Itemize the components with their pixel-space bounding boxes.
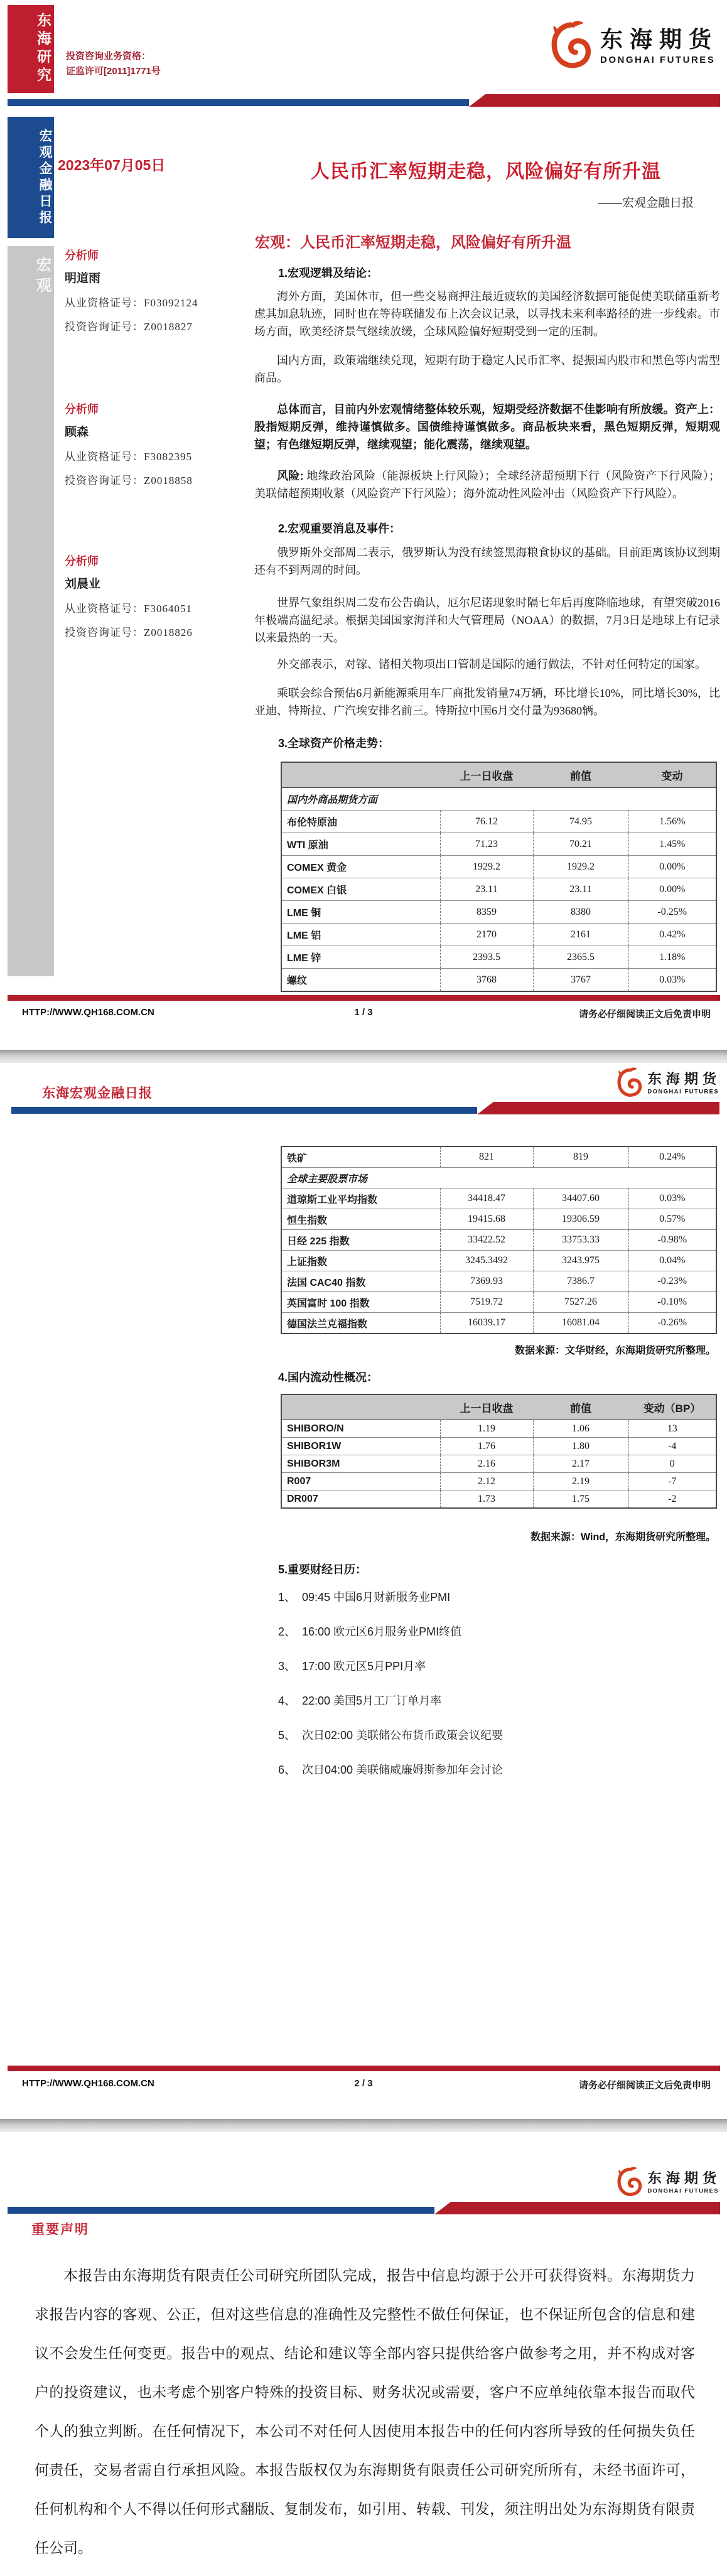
logo-cn: 东海期货 bbox=[647, 2170, 721, 2186]
row-value: -0.25% bbox=[628, 901, 716, 924]
row-value: 3245.3492 bbox=[440, 1251, 533, 1271]
report-page-1 bbox=[0, 0, 727, 1050]
row-value: 2161 bbox=[533, 924, 628, 946]
row-label: 布伦特原油 bbox=[281, 811, 440, 833]
table-header-row bbox=[281, 1394, 716, 1420]
disclaimer-text: 本报告由东海期货有限责任公司研究所团队完成，报告中信息均源于公开可获得资料。东海期货力求报告内容的客观、公正，但对这些信息的准确性及完整性不做任何保证，也不保证所包含的信息和建议不会发生任何变更。报告中的观点、结论和建议等全部内容只提供给客户做参考之用，并不构成对客户的投资建议，也未考虑个别客户特殊的投资目标、财务状况或需要，客户不应单纯依靠本报告而取代个人的独立判断。在任何情况下，本公司不对任何人因使用本报告中的任何内容所导致的任何损失负任何责任，交易者需自行承担风险。本报告版权仅为东海期货有限责任公司研究所所有，未经书面许可，任何机构和个人不得以任何形式翻版、复制发布，如引用、转载、刊发，须注明出处为东海期货有限责任公司。 bbox=[35, 2268, 695, 2556]
analyst-block-2 bbox=[65, 401, 253, 487]
row-value: 0.42% bbox=[628, 924, 716, 946]
qualification-text bbox=[66, 49, 161, 79]
table-row bbox=[281, 924, 716, 946]
row-label: 螺纹 bbox=[281, 969, 440, 992]
row-label: 道琼斯工业平均指数 bbox=[281, 1188, 440, 1209]
table-row bbox=[281, 1251, 716, 1271]
row-value: 8359 bbox=[440, 901, 533, 924]
analyst-advisory-number: 投资咨询证号：Z0018827 bbox=[65, 321, 193, 333]
footer-bar bbox=[8, 2066, 720, 2071]
asset-price-table-continued bbox=[281, 1146, 717, 1334]
row-value: -2 bbox=[628, 1490, 716, 1509]
row-value: 2.17 bbox=[533, 1455, 628, 1473]
header-bar-red bbox=[434, 2202, 720, 2214]
footer-disclaimer-notice: 请务必仔细阅读正文后免责申明 bbox=[578, 1009, 711, 1020]
table-row bbox=[281, 969, 716, 992]
section-4-heading: 4.国内流动性概况： bbox=[278, 1371, 379, 1384]
row-value: -0.26% bbox=[628, 1313, 716, 1334]
row-value: 2365.5 bbox=[533, 946, 628, 969]
table-group-label: 国内外商品期货方面 bbox=[281, 788, 716, 811]
page2-header-title: 东海宏观金融日报 bbox=[42, 1086, 153, 1101]
section-2-heading: 2.宏观重要消息及事件： bbox=[278, 522, 401, 535]
risk-label: 风险: bbox=[277, 470, 304, 482]
row-label: LME 锌 bbox=[281, 946, 440, 969]
row-value: 0.57% bbox=[628, 1209, 716, 1230]
page-number: 2 / 3 bbox=[354, 2078, 373, 2089]
row-value: -0.23% bbox=[628, 1271, 716, 1292]
column-header-prior: 前值 bbox=[533, 1394, 628, 1420]
row-value: 0.00% bbox=[628, 878, 716, 901]
table-row bbox=[281, 1313, 716, 1334]
row-value: 1.75 bbox=[533, 1490, 628, 1509]
logo-cn: 东海期货 bbox=[600, 26, 718, 52]
row-value: 1.45% bbox=[628, 833, 716, 856]
sidebar-tab-macro: 宏观 bbox=[8, 246, 54, 976]
analyst-advisory-number: 投资咨询证号：Z0018858 bbox=[65, 475, 193, 487]
table-row bbox=[281, 946, 716, 969]
row-value: 1.80 bbox=[533, 1438, 628, 1455]
row-value: 33422.52 bbox=[440, 1230, 533, 1251]
row-value: 16081.04 bbox=[533, 1313, 628, 1334]
dragon-icon bbox=[614, 2165, 644, 2200]
row-value: 2.16 bbox=[440, 1455, 533, 1473]
row-value: 0.03% bbox=[628, 1188, 716, 1209]
row-value: 76.12 bbox=[440, 811, 533, 833]
paragraph-export-control: 外交部表示，对镓、锗相关物项出口管制是国际的通行做法，不针对任何特定的国家。 bbox=[277, 658, 706, 671]
row-value: 0.00% bbox=[628, 856, 716, 878]
row-label: 铁矿 bbox=[281, 1146, 440, 1168]
analyst-advisory-number: 投资咨询证号：Z0018826 bbox=[65, 627, 193, 639]
logo-text bbox=[647, 1071, 721, 1095]
section-1-heading: 1.宏观逻辑及结论： bbox=[278, 267, 379, 279]
row-value: 2170 bbox=[440, 924, 533, 946]
row-value: 34407.60 bbox=[533, 1188, 628, 1209]
analyst-cert-number: 从业资格证号：F03092124 bbox=[65, 297, 198, 309]
table-row bbox=[281, 833, 716, 856]
analyst-role-label: 分析师 bbox=[65, 249, 99, 262]
row-value: 33753.33 bbox=[533, 1230, 628, 1251]
table-row bbox=[281, 1490, 716, 1509]
economic-calendar-list bbox=[278, 1588, 718, 1796]
report-date: 2023年07月05日 bbox=[58, 157, 166, 173]
footer-disclaimer-notice: 请务必仔细阅读正文后免责申明 bbox=[578, 2080, 711, 2091]
donghai-futures-logo bbox=[614, 1065, 721, 1101]
row-label: 法国 CAC40 指数 bbox=[281, 1271, 440, 1292]
footer-url[interactable]: HTTP://WWW.QH168.COM.CN bbox=[22, 2078, 154, 2089]
row-value: 821 bbox=[440, 1146, 533, 1168]
report-title: 人民币汇率短期走稳，风险偏好有所升温 bbox=[311, 161, 661, 182]
logo-en: DONGHAI FUTURES bbox=[600, 54, 716, 65]
row-value: -0.98% bbox=[628, 1230, 716, 1251]
section-5-heading: 5.重要财经日历： bbox=[278, 1563, 367, 1576]
analyst-name: 明道雨 bbox=[65, 272, 101, 285]
liquidity-table bbox=[281, 1394, 717, 1509]
analyst-role-label: 分析师 bbox=[65, 403, 99, 416]
row-value: 0.04% bbox=[628, 1251, 716, 1271]
table-row bbox=[281, 1168, 716, 1188]
row-label: R007 bbox=[281, 1473, 440, 1490]
row-value: 1.19 bbox=[440, 1420, 533, 1438]
table-group-label: 全球主要股票市场 bbox=[281, 1168, 716, 1188]
analyst-name: 顾森 bbox=[65, 426, 89, 439]
analyst-cert-number: 从业资格证号：F3064051 bbox=[65, 603, 192, 615]
paragraph-nev-sales: 乘联会综合预估6月新能源乘用车厂商批发销量74万辆，环比增长10%，同比增长30%，比亚迪、特斯拉、广汽埃安排名前三。特斯拉中国6月交付量为93680辆。 bbox=[254, 687, 720, 717]
analyst-role-label: 分析师 bbox=[65, 555, 99, 568]
footer-bar bbox=[8, 995, 720, 1001]
row-value: 8380 bbox=[533, 901, 628, 924]
row-value: 23.11 bbox=[440, 878, 533, 901]
table-row bbox=[281, 1473, 716, 1490]
analyst-block-3 bbox=[65, 552, 253, 639]
analyst-block-1 bbox=[65, 247, 253, 333]
row-value: 3768 bbox=[440, 969, 533, 992]
row-value: 1929.2 bbox=[533, 856, 628, 878]
row-label: LME 铜 bbox=[281, 901, 440, 924]
row-value: 23.11 bbox=[533, 878, 628, 901]
row-value: 819 bbox=[533, 1146, 628, 1168]
paragraph-summary: 总体而言，目前内外宏观情绪整体较乐观，短期受经济数据不佳影响有所放缓。资产上：股指短期反弹，维持谨慎做多。国债维持谨慎做多。商品板块来看，黑色短期反弹，短期观望；有色继短期反弹，继续观望；能化震荡，继续观望。 bbox=[254, 403, 720, 451]
row-value: 7386.7 bbox=[533, 1271, 628, 1292]
asset-price-table bbox=[281, 762, 717, 992]
row-value: 1929.2 bbox=[440, 856, 533, 878]
calendar-item: 3、 17:00 欧元区5月PPI月率 bbox=[278, 1660, 426, 1673]
dragon-icon bbox=[614, 1065, 644, 1101]
disclaimer-title: 重要声明 bbox=[31, 2223, 89, 2237]
report-page-3 bbox=[0, 2132, 727, 2576]
report-page-2 bbox=[0, 1063, 727, 2119]
paragraph-overseas: 海外方面，美国休市，但一些交易商押注最近疲软的美国经济数据可能促使美联储重新考虑其加息轨迹，同时也在等待联储发布上次会议记录，以寻找未来利率路径的进一步线索。市场方面，欧美经济景气继续放缓，全球风险偏好短期受到一定的压制。 bbox=[254, 290, 720, 338]
table-row bbox=[281, 901, 716, 924]
row-value: 0.03% bbox=[628, 969, 716, 992]
row-value: 3767 bbox=[533, 969, 628, 992]
page-separator bbox=[0, 1050, 727, 1063]
row-value: -4 bbox=[628, 1438, 716, 1455]
row-label: COMEX 黄金 bbox=[281, 856, 440, 878]
row-value: 74.95 bbox=[533, 811, 628, 833]
logo-text bbox=[647, 2170, 721, 2194]
page-separator bbox=[0, 2119, 727, 2132]
qualification-line-2: 证监许可[2011]1771号 bbox=[66, 66, 161, 77]
table-header-row bbox=[281, 762, 716, 788]
row-value: 7369.93 bbox=[440, 1271, 533, 1292]
logo-en: DONGHAI FUTURES bbox=[647, 2187, 719, 2194]
row-value: 34418.47 bbox=[440, 1188, 533, 1209]
row-value: -0.10% bbox=[628, 1292, 716, 1313]
section-3-heading: 3.全球资产价格走势： bbox=[278, 737, 390, 750]
row-value: 0 bbox=[628, 1455, 716, 1473]
row-value: 19306.59 bbox=[533, 1209, 628, 1230]
column-header-prior: 前值 bbox=[533, 762, 628, 788]
row-value: 2.12 bbox=[440, 1473, 533, 1490]
dragon-icon bbox=[546, 18, 595, 74]
table-row bbox=[281, 1209, 716, 1230]
row-value: 0.24% bbox=[628, 1146, 716, 1168]
macro-section-header: 宏观：人民币汇率短期走稳，风险偏好有所升温 bbox=[255, 234, 571, 251]
risk-text: 地缘政治风险（能源板块上行风险）；全球经济超预期下行（风险资产下行风险）；美联储超预期收紧（风险资产下行风险）；海外流动性风险冲击（风险资产下行风险）。 bbox=[254, 470, 721, 500]
row-value: 16039.17 bbox=[440, 1313, 533, 1334]
logo-cn: 东海期货 bbox=[647, 1070, 721, 1087]
report-subtitle: ——宏观金融日报 bbox=[598, 197, 694, 210]
analyst-name: 刘晨业 bbox=[65, 578, 101, 591]
row-value: 19415.68 bbox=[440, 1209, 533, 1230]
table-row bbox=[281, 1420, 716, 1438]
header-bar-blue bbox=[8, 99, 469, 106]
table-row bbox=[281, 1230, 716, 1251]
row-value: 1.73 bbox=[440, 1490, 533, 1509]
data-source-note: 数据来源：Wind，东海期货研究所整理。 bbox=[530, 1532, 716, 1543]
row-label: 德国法兰克福指数 bbox=[281, 1313, 440, 1334]
header-bar-blue bbox=[8, 2207, 434, 2214]
logo-en: DONGHAI FUTURES bbox=[647, 1088, 719, 1095]
paragraph-domestic: 国内方面，政策端继续兑现，短期有助于稳定人民币汇率、提振国内股市和黑色等内需型商品。 bbox=[254, 354, 720, 384]
row-label: SHIBORO/N bbox=[281, 1420, 440, 1438]
qualification-line-1: 投资咨询业务资格： bbox=[66, 51, 151, 62]
column-header-blank bbox=[281, 762, 440, 788]
footer-url[interactable]: HTTP://WWW.QH168.COM.CN bbox=[22, 1007, 154, 1018]
page-number: 1 / 3 bbox=[354, 1007, 373, 1018]
row-label: DR007 bbox=[281, 1490, 440, 1509]
data-source-note: 数据来源：文华财经，东海期货研究所整理。 bbox=[514, 1345, 716, 1356]
row-value: 7519.72 bbox=[440, 1292, 533, 1313]
analyst-cert-number: 从业资格证号：F3082395 bbox=[65, 451, 192, 463]
row-value: 2.19 bbox=[533, 1473, 628, 1490]
table-row bbox=[281, 811, 716, 833]
column-header-change-bp: 变动（BP） bbox=[628, 1394, 716, 1420]
row-label: 日经 225 指数 bbox=[281, 1230, 440, 1251]
row-value: -7 bbox=[628, 1473, 716, 1490]
column-header-blank bbox=[281, 1394, 440, 1420]
row-value: 1.56% bbox=[628, 811, 716, 833]
table-row bbox=[281, 1271, 716, 1292]
donghai-futures-logo bbox=[614, 2165, 721, 2200]
row-value: 70.21 bbox=[533, 833, 628, 856]
row-value: 1.06 bbox=[533, 1420, 628, 1438]
column-header-change: 变动 bbox=[628, 762, 716, 788]
logo-text bbox=[600, 27, 718, 65]
row-label: COMEX 白银 bbox=[281, 878, 440, 901]
calendar-item: 4、 22:00 美国5月工厂订单月率 bbox=[278, 1695, 442, 1707]
row-label: 恒生指数 bbox=[281, 1209, 440, 1230]
header-bar-red bbox=[477, 1102, 719, 1114]
calendar-item: 6、 次日04:00 美联储威廉姆斯参加年会讨论 bbox=[278, 1764, 504, 1776]
table-row bbox=[281, 1455, 716, 1473]
row-label: SHIBOR1W bbox=[281, 1438, 440, 1455]
paragraph-russia: 俄罗斯外交部周二表示，俄罗斯认为没有续签黑海粮食协议的基础。目前距离该协议到期还有不到两周的时间。 bbox=[254, 546, 720, 576]
row-label: 英国富时 100 指数 bbox=[281, 1292, 440, 1313]
row-label: SHIBOR3M bbox=[281, 1455, 440, 1473]
row-label: WTI 原油 bbox=[281, 833, 440, 856]
calendar-item: 1、 09:45 中国6月财新服务业PMI bbox=[278, 1591, 451, 1603]
donghai-futures-logo bbox=[546, 18, 718, 74]
calendar-item: 5、 次日02:00 美联储公布货币政策会议纪要 bbox=[278, 1729, 504, 1742]
sidebar-tab-macro-finance-daily: 宏观金融日报 bbox=[8, 117, 54, 238]
column-header-prev-close: 上一日收盘 bbox=[440, 762, 533, 788]
table-row bbox=[281, 878, 716, 901]
table-row bbox=[281, 1146, 716, 1168]
paragraph-risk bbox=[254, 467, 720, 502]
column-header-prev-close: 上一日收盘 bbox=[440, 1394, 533, 1420]
row-value: 7527.26 bbox=[533, 1292, 628, 1313]
row-value: 1.18% bbox=[628, 946, 716, 969]
row-label: 上证指数 bbox=[281, 1251, 440, 1271]
table-row bbox=[281, 856, 716, 878]
row-value: 2393.5 bbox=[440, 946, 533, 969]
table-row bbox=[281, 1188, 716, 1209]
row-value: 71.23 bbox=[440, 833, 533, 856]
paragraph-elnino: 世界气象组织周二发布公告确认，厄尔尼诺现象时隔七年后再度降临地球，有望突破2016年极端高温纪录。根据美国国家海洋和大气管理局（NOAA）的数据，7月3日是地球上有记录以来最热的一天。 bbox=[254, 596, 720, 644]
calendar-item: 2、 16:00 欧元区6月服务业PMI终值 bbox=[278, 1625, 462, 1638]
row-value: 1.76 bbox=[440, 1438, 533, 1455]
header-bar-red bbox=[469, 94, 720, 107]
table-row bbox=[281, 1292, 716, 1313]
row-value: 13 bbox=[628, 1420, 716, 1438]
table-row bbox=[281, 788, 716, 811]
row-label: LME 铝 bbox=[281, 924, 440, 946]
header-bar-blue bbox=[11, 1107, 477, 1114]
row-value: 3243.975 bbox=[533, 1251, 628, 1271]
table-row bbox=[281, 1438, 716, 1455]
sidebar-tab-donghai-research: 东海研究 bbox=[8, 5, 54, 93]
